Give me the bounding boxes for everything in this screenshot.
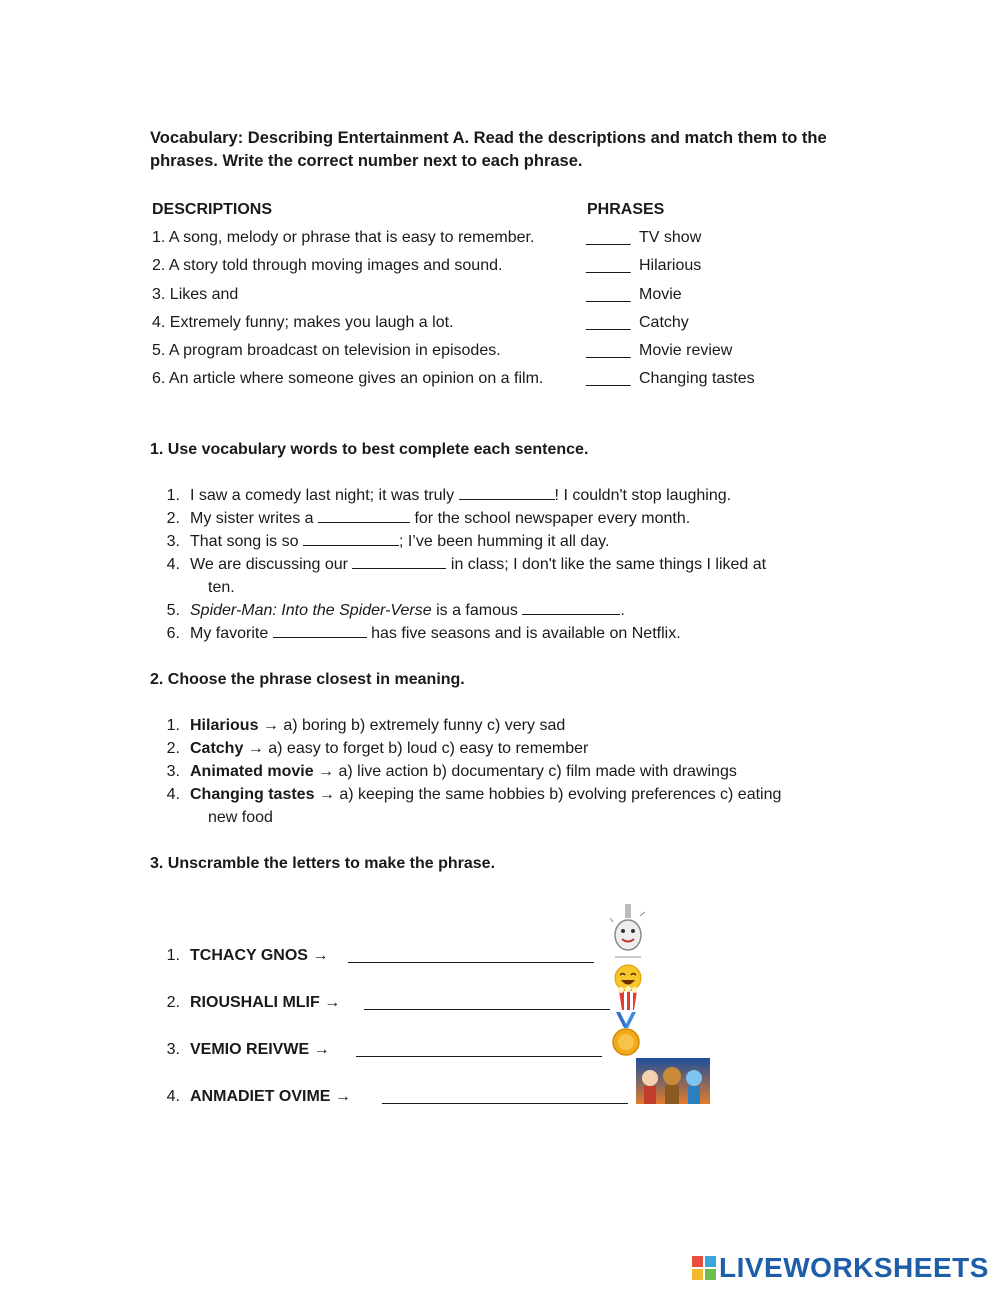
question-2: 2. Catchy → a) easy to forget b) loud c) easy to remember [166, 740, 589, 757]
sentence-3: 3. That song is so ; I’ve been humming it all day. [150, 530, 850, 553]
phrase-2: Hilarious [639, 257, 702, 274]
options: a) boring b) extremely funny c) very sad [278, 717, 566, 734]
unscramble-4: 4. ANMADIET OVIME → [166, 1088, 351, 1105]
sentence-blank-1[interactable] [459, 485, 555, 500]
sentence-5: 5. Spider-Man: Into the Spider-Verse is a famous . [150, 599, 850, 622]
descriptions-header: DESCRIPTIONS [152, 201, 273, 218]
unscramble-3: 3. VEMIO REIVWE → [166, 1041, 330, 1058]
sentence-6: 6. My favorite has five seasons and is available on Netflix. [150, 622, 850, 645]
scrambled-word: TCHACY GNOS → [190, 947, 329, 964]
sentence-blank-6[interactable] [273, 623, 367, 638]
movie-title: Spider-Man: Into the Spider-Verse [190, 602, 432, 619]
answer-line-4[interactable] [382, 1103, 628, 1104]
sentence-blank-4[interactable] [352, 554, 446, 569]
sentence-2: 2. My sister writes a for the school newspaper every month. [150, 507, 850, 530]
logo-text: LIVEWORKSHEETS [719, 1252, 989, 1283]
sentence-blank-5[interactable] [522, 600, 620, 615]
answer-blank-2[interactable]: _____ [586, 257, 631, 274]
answer-blank-3[interactable]: _____ [586, 286, 631, 303]
phrase-1: TV show [639, 229, 702, 246]
description-1: 1. A song, melody or phrase that is easy to remember. [152, 229, 535, 246]
laughing-emoji-popcorn-icon [610, 963, 646, 1011]
sentence-number: 3. [166, 533, 180, 550]
section1-title: 1. Use vocabulary words to best complete each sentence. [150, 441, 589, 458]
phrases-header: PHRASES [587, 201, 665, 218]
section2-list [150, 714, 850, 829]
description-2: 2. A story told through moving images and sound. [152, 257, 503, 274]
unscramble-2: 2. RIOUSHALI MLIF → [166, 994, 341, 1011]
phrase-3: Movie [639, 286, 682, 303]
answer-blank-1[interactable]: _____ [586, 229, 631, 246]
logo-squares-icon [692, 1256, 716, 1280]
phrase-4: Catchy [639, 314, 689, 331]
singing-character-icon [607, 902, 649, 960]
sentence-blank-2[interactable] [318, 508, 410, 523]
sentence-blank-3[interactable] [303, 531, 399, 546]
medal-icon [612, 1012, 640, 1058]
question-1: 1. Hilarious → a) boring b) extremely funny c) very sad [166, 717, 566, 734]
intro-instructions: Vocabulary: Describing Entertainment A. Read the descriptions and match them to the phrases. Write the correct number next to each phrase. [150, 129, 827, 170]
scrambled-word: RIOUSHALI MLIF → [190, 994, 341, 1011]
sentence-number: 4. [166, 556, 180, 573]
answer-line-1[interactable] [348, 962, 594, 963]
phrase-6: Changing tastes [639, 370, 755, 387]
animated-movie-poster-icon [636, 1058, 710, 1104]
answer-blank-6[interactable]: _____ [586, 370, 631, 387]
sentence-number: 5. [166, 602, 180, 619]
answer-blank-5[interactable]: _____ [586, 342, 631, 359]
question-3: 3. Animated movie → a) live action b) documentary c) film made with drawings [166, 763, 737, 780]
term: Catchy → [190, 740, 264, 757]
description-4: 4. Extremely funny; makes you laugh a lot. [152, 314, 454, 331]
description-3: 3. Likes and [152, 286, 239, 303]
sentence-4: 4. We are discussing our in class; I don't like the same things I liked at [150, 553, 850, 576]
term: Changing tastes → [190, 786, 335, 803]
options: a) keeping the same hobbies b) evolving preferences c) eating [334, 786, 782, 803]
answer-blank-4[interactable]: _____ [586, 314, 631, 331]
phrase-5: Movie review [639, 342, 733, 359]
options: a) easy to forget b) loud c) easy to remember [263, 740, 589, 757]
question-4: 4. Changing tastes → a) keeping the same hobbies b) evolving preferences c) eating [166, 786, 782, 803]
term: Hilarious → [190, 717, 279, 734]
description-5: 5. A program broadcast on television in episodes. [152, 342, 501, 359]
answer-line-2[interactable] [364, 1009, 610, 1010]
answer-line-3[interactable] [356, 1056, 602, 1057]
unscramble-1: 1. TCHACY GNOS → [166, 947, 329, 964]
question-4-continuation: new food [208, 809, 273, 826]
options: a) live action b) documentary c) film made with drawings [334, 763, 737, 780]
scrambled-word: ANMADIET OVIME → [190, 1088, 351, 1105]
description-6: 6. An article where someone gives an opinion on a film. [152, 370, 544, 387]
sentence-number: 2. [166, 510, 180, 527]
liveworksheets-logo [692, 1252, 989, 1284]
term: Animated movie → [190, 763, 335, 780]
sentence-number: 1. [166, 487, 180, 504]
scrambled-word: VEMIO REIVWE → [190, 1041, 330, 1058]
sentence-4-continuation: ten. [208, 579, 235, 596]
section1-list [150, 484, 850, 645]
sentence-number: 6. [166, 625, 180, 642]
section2-title: 2. Choose the phrase closest in meaning. [150, 671, 465, 688]
section3-title: 3. Unscramble the letters to make the phrase. [150, 855, 496, 872]
sentence-1: 1. I saw a comedy last night; it was truly ! I couldn't stop laughing. [150, 484, 850, 507]
